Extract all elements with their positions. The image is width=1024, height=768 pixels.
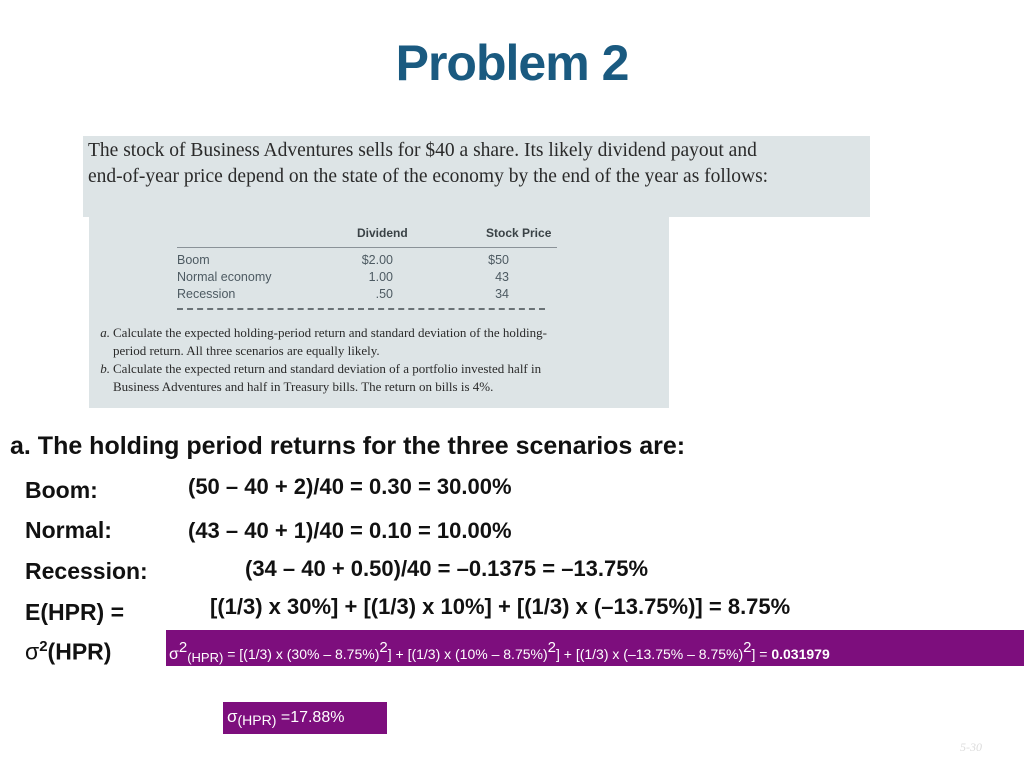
solution-heading: a. The holding period returns for the three scenarios are: [10, 432, 686, 460]
expected-hpr-label: E(HPR) = [25, 599, 125, 625]
intro-line-1: The stock of Business Adventures sells for $40 a share. Its likely dividend payout and [88, 140, 757, 161]
table-cell-price: 34 [495, 287, 509, 301]
table-cell-price: 43 [495, 270, 509, 284]
question-a-line-2: period return. All three scenarios are equally likely. [113, 343, 380, 358]
boom-formula: (50 – 40 + 2)/40 = 0.30 = 30.00% [188, 474, 512, 499]
problem-table-image [89, 217, 669, 408]
table-header-stock-price: Stock Price [486, 226, 552, 240]
question-a-line-1: a. Calculate the expected holding-period return and standard deviation of the holding- [100, 325, 547, 340]
slide-number: 5-30 [960, 740, 982, 754]
std-dev-value: 17.88% [290, 709, 345, 726]
table-cell-price: $50 [488, 253, 509, 267]
slide-title: Problem 2 [395, 35, 629, 91]
sigma-symbol: σ [25, 638, 40, 665]
variance-result: 0.031979 [771, 646, 830, 662]
problem-intro-image [83, 136, 870, 217]
table-cell-dividend: $2.00 [361, 253, 393, 267]
recession-label: Recession: [25, 558, 148, 584]
std-dev-box: $\sigma_{(HPR)} =17.88\%$ [223, 702, 387, 734]
normal-formula: (43 – 40 + 1)/40 = 0.10 = 10.00% [188, 518, 512, 543]
boom-label: Boom: [25, 477, 98, 503]
expected-hpr-formula: [(1/3) x 30%] + [(1/3) x 10%] + [(1/3) x (–13.75%)] = 8.75% [210, 594, 791, 619]
table-cell-dividend: .50 [375, 287, 393, 301]
table-row-label: Normal economy [177, 270, 272, 284]
table-header-rule [177, 247, 557, 248]
recession-formula: (34 – 40 + 0.50)/40 = –0.1375 = –13.75% [245, 556, 649, 581]
variance-formula-box: $\sigma^2_{(HPR)} = [(1/3)$ x (30% – 8.75%)$^2$] + [(1/3) x (10% – 8.75%)$^2$] + [(1/3) x (–13.75% – 8.75%)$^2$] = 0.031979 [166, 630, 1024, 666]
table-row-label: Boom [177, 253, 210, 267]
table-cell-dividend: 1.00 [368, 270, 393, 284]
table-header-dividend: Dividend [357, 226, 408, 240]
table-dashed-rule [177, 308, 545, 310]
variance-label: $\sigma^2(HPR)$ [25, 638, 112, 665]
table-row-label: Recession [177, 287, 236, 301]
normal-label: Normal: [25, 517, 112, 543]
question-b-line-1: b. Calculate the expected return and standard deviation of a portfolio invested half in [100, 361, 542, 376]
question-b-line-2: Business Adventures and half in Treasury bills. The return on bills is 4%. [113, 379, 494, 394]
intro-line-2: end-of-year price depend on the state of the economy by the end of the year as follows: [88, 166, 769, 187]
